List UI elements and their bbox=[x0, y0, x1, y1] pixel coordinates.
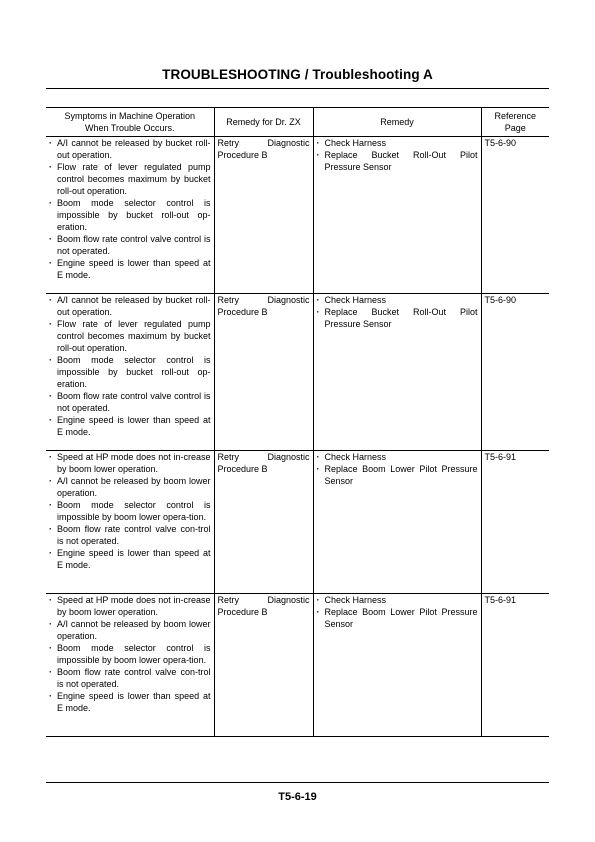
reference-page-cell: T5-6-90 bbox=[481, 137, 549, 294]
header-remedy-drzx: Remedy for Dr. ZX bbox=[214, 108, 313, 137]
symptoms-list bbox=[49, 294, 211, 438]
remedy-list bbox=[317, 137, 478, 173]
drzx-remedy-cell bbox=[214, 294, 313, 451]
remedy-item: · Replace Bucket Roll-Out Pilot Pressure Sensor bbox=[317, 149, 478, 173]
table-header-row bbox=[46, 108, 549, 137]
symptom-item: · Boom flow rate control valve control is not operated. bbox=[49, 390, 211, 414]
page-number: T5-6-19 bbox=[278, 791, 317, 803]
symptom-item: · Engine speed is lower than speed at E mode. bbox=[49, 257, 211, 281]
footer-divider bbox=[46, 782, 549, 783]
remedy-item: · Check Harness bbox=[317, 294, 478, 306]
symptom-item: · Speed at HP mode does not in-crease by boom lower operation. bbox=[49, 594, 211, 618]
table-row bbox=[46, 137, 549, 294]
drzx-remedy-text: Retry Diagnostic Procedure B bbox=[217, 295, 310, 317]
header-remedy: Remedy bbox=[313, 108, 481, 137]
header-reference bbox=[481, 108, 549, 137]
header-symptoms bbox=[46, 108, 214, 137]
remedy-cell bbox=[313, 294, 481, 451]
remedy-cell bbox=[313, 137, 481, 294]
remedy-list bbox=[317, 451, 478, 487]
symptom-item: · Boom flow rate control valve con-trol is not operated. bbox=[49, 666, 211, 690]
symptom-item: · A/I cannot be released by boom lower operation. bbox=[49, 475, 211, 499]
remedy-item: · Check Harness bbox=[317, 451, 478, 463]
symptom-item: · Boom flow rate control valve control is not operated. bbox=[49, 233, 211, 257]
symptoms-cell bbox=[46, 294, 214, 451]
reference-page-cell: T5-6-91 bbox=[481, 594, 549, 737]
table-row bbox=[46, 451, 549, 594]
symptoms-list bbox=[49, 594, 211, 714]
symptom-item: · A/I cannot be released by bucket roll-out operation. bbox=[49, 137, 211, 161]
symptom-item: · Engine speed is lower than speed at E mode. bbox=[49, 547, 211, 571]
symptoms-cell bbox=[46, 594, 214, 737]
header-reference-line2: Page bbox=[504, 123, 526, 133]
symptoms-cell bbox=[46, 451, 214, 594]
page-title: TROUBLESHOOTING / Troubleshooting A bbox=[162, 67, 433, 82]
symptoms-list bbox=[49, 137, 211, 281]
drzx-remedy-cell bbox=[214, 594, 313, 737]
symptom-item: · Boom flow rate control valve con-trol is not operated. bbox=[49, 523, 211, 547]
symptom-item: · Flow rate of lever regulated pump control becomes maximum by bucket roll-out operation. bbox=[49, 161, 211, 197]
remedy-item: · Check Harness bbox=[317, 594, 478, 606]
remedy-cell bbox=[313, 451, 481, 594]
symptom-item: · Engine speed is lower than speed at E mode. bbox=[49, 690, 211, 714]
drzx-remedy-cell bbox=[214, 137, 313, 294]
table-row bbox=[46, 294, 549, 451]
symptom-item: · Boom mode selector control is impossible by boom lower opera-tion. bbox=[49, 642, 211, 666]
symptom-item: · Engine speed is lower than speed at E mode. bbox=[49, 414, 211, 438]
drzx-remedy-text: Retry Diagnostic Procedure B bbox=[217, 595, 310, 617]
symptom-item: · Flow rate of lever regulated pump control becomes maximum by bucket roll-out operation. bbox=[49, 318, 211, 354]
remedy-list bbox=[317, 294, 478, 330]
symptoms-cell bbox=[46, 137, 214, 294]
troubleshooting-table bbox=[46, 107, 549, 737]
drzx-remedy-text: Retry Diagnostic Procedure B bbox=[217, 138, 310, 160]
reference-page-cell: T5-6-91 bbox=[481, 451, 549, 594]
remedy-item: · Replace Bucket Roll-Out Pilot Pressure Sensor bbox=[317, 306, 478, 330]
header-symptoms-line2: When Trouble Occurs. bbox=[84, 123, 175, 133]
remedy-item: · Replace Boom Lower Pilot Pressure Sensor bbox=[317, 463, 478, 487]
header-reference-line1: Reference bbox=[494, 111, 537, 121]
remedy-item: · Check Harness bbox=[317, 137, 478, 149]
title-divider bbox=[46, 88, 549, 89]
drzx-remedy-cell bbox=[214, 451, 313, 594]
symptom-item: · A/I cannot be released by boom lower operation. bbox=[49, 618, 211, 642]
symptoms-list bbox=[49, 451, 211, 571]
symptom-item: · A/I cannot be released by bucket roll-out operation. bbox=[49, 294, 211, 318]
symptom-item: · Boom mode selector control is impossible by boom lower opera-tion. bbox=[49, 499, 211, 523]
remedy-cell bbox=[313, 594, 481, 737]
remedy-item: · Replace Boom Lower Pilot Pressure Sensor bbox=[317, 606, 478, 630]
symptom-item: · Boom mode selector control is impossible by bucket roll-out op-eration. bbox=[49, 354, 211, 390]
symptom-item: · Boom mode selector control is impossible by bucket roll-out op-eration. bbox=[49, 197, 211, 233]
remedy-list bbox=[317, 594, 478, 630]
symptom-item: · Speed at HP mode does not in-crease by boom lower operation. bbox=[49, 451, 211, 475]
reference-page-cell: T5-6-90 bbox=[481, 294, 549, 451]
table-row bbox=[46, 594, 549, 737]
header-symptoms-line1: Symptoms in Machine Operation bbox=[64, 111, 196, 121]
drzx-remedy-text: Retry Diagnostic Procedure B bbox=[217, 452, 310, 474]
